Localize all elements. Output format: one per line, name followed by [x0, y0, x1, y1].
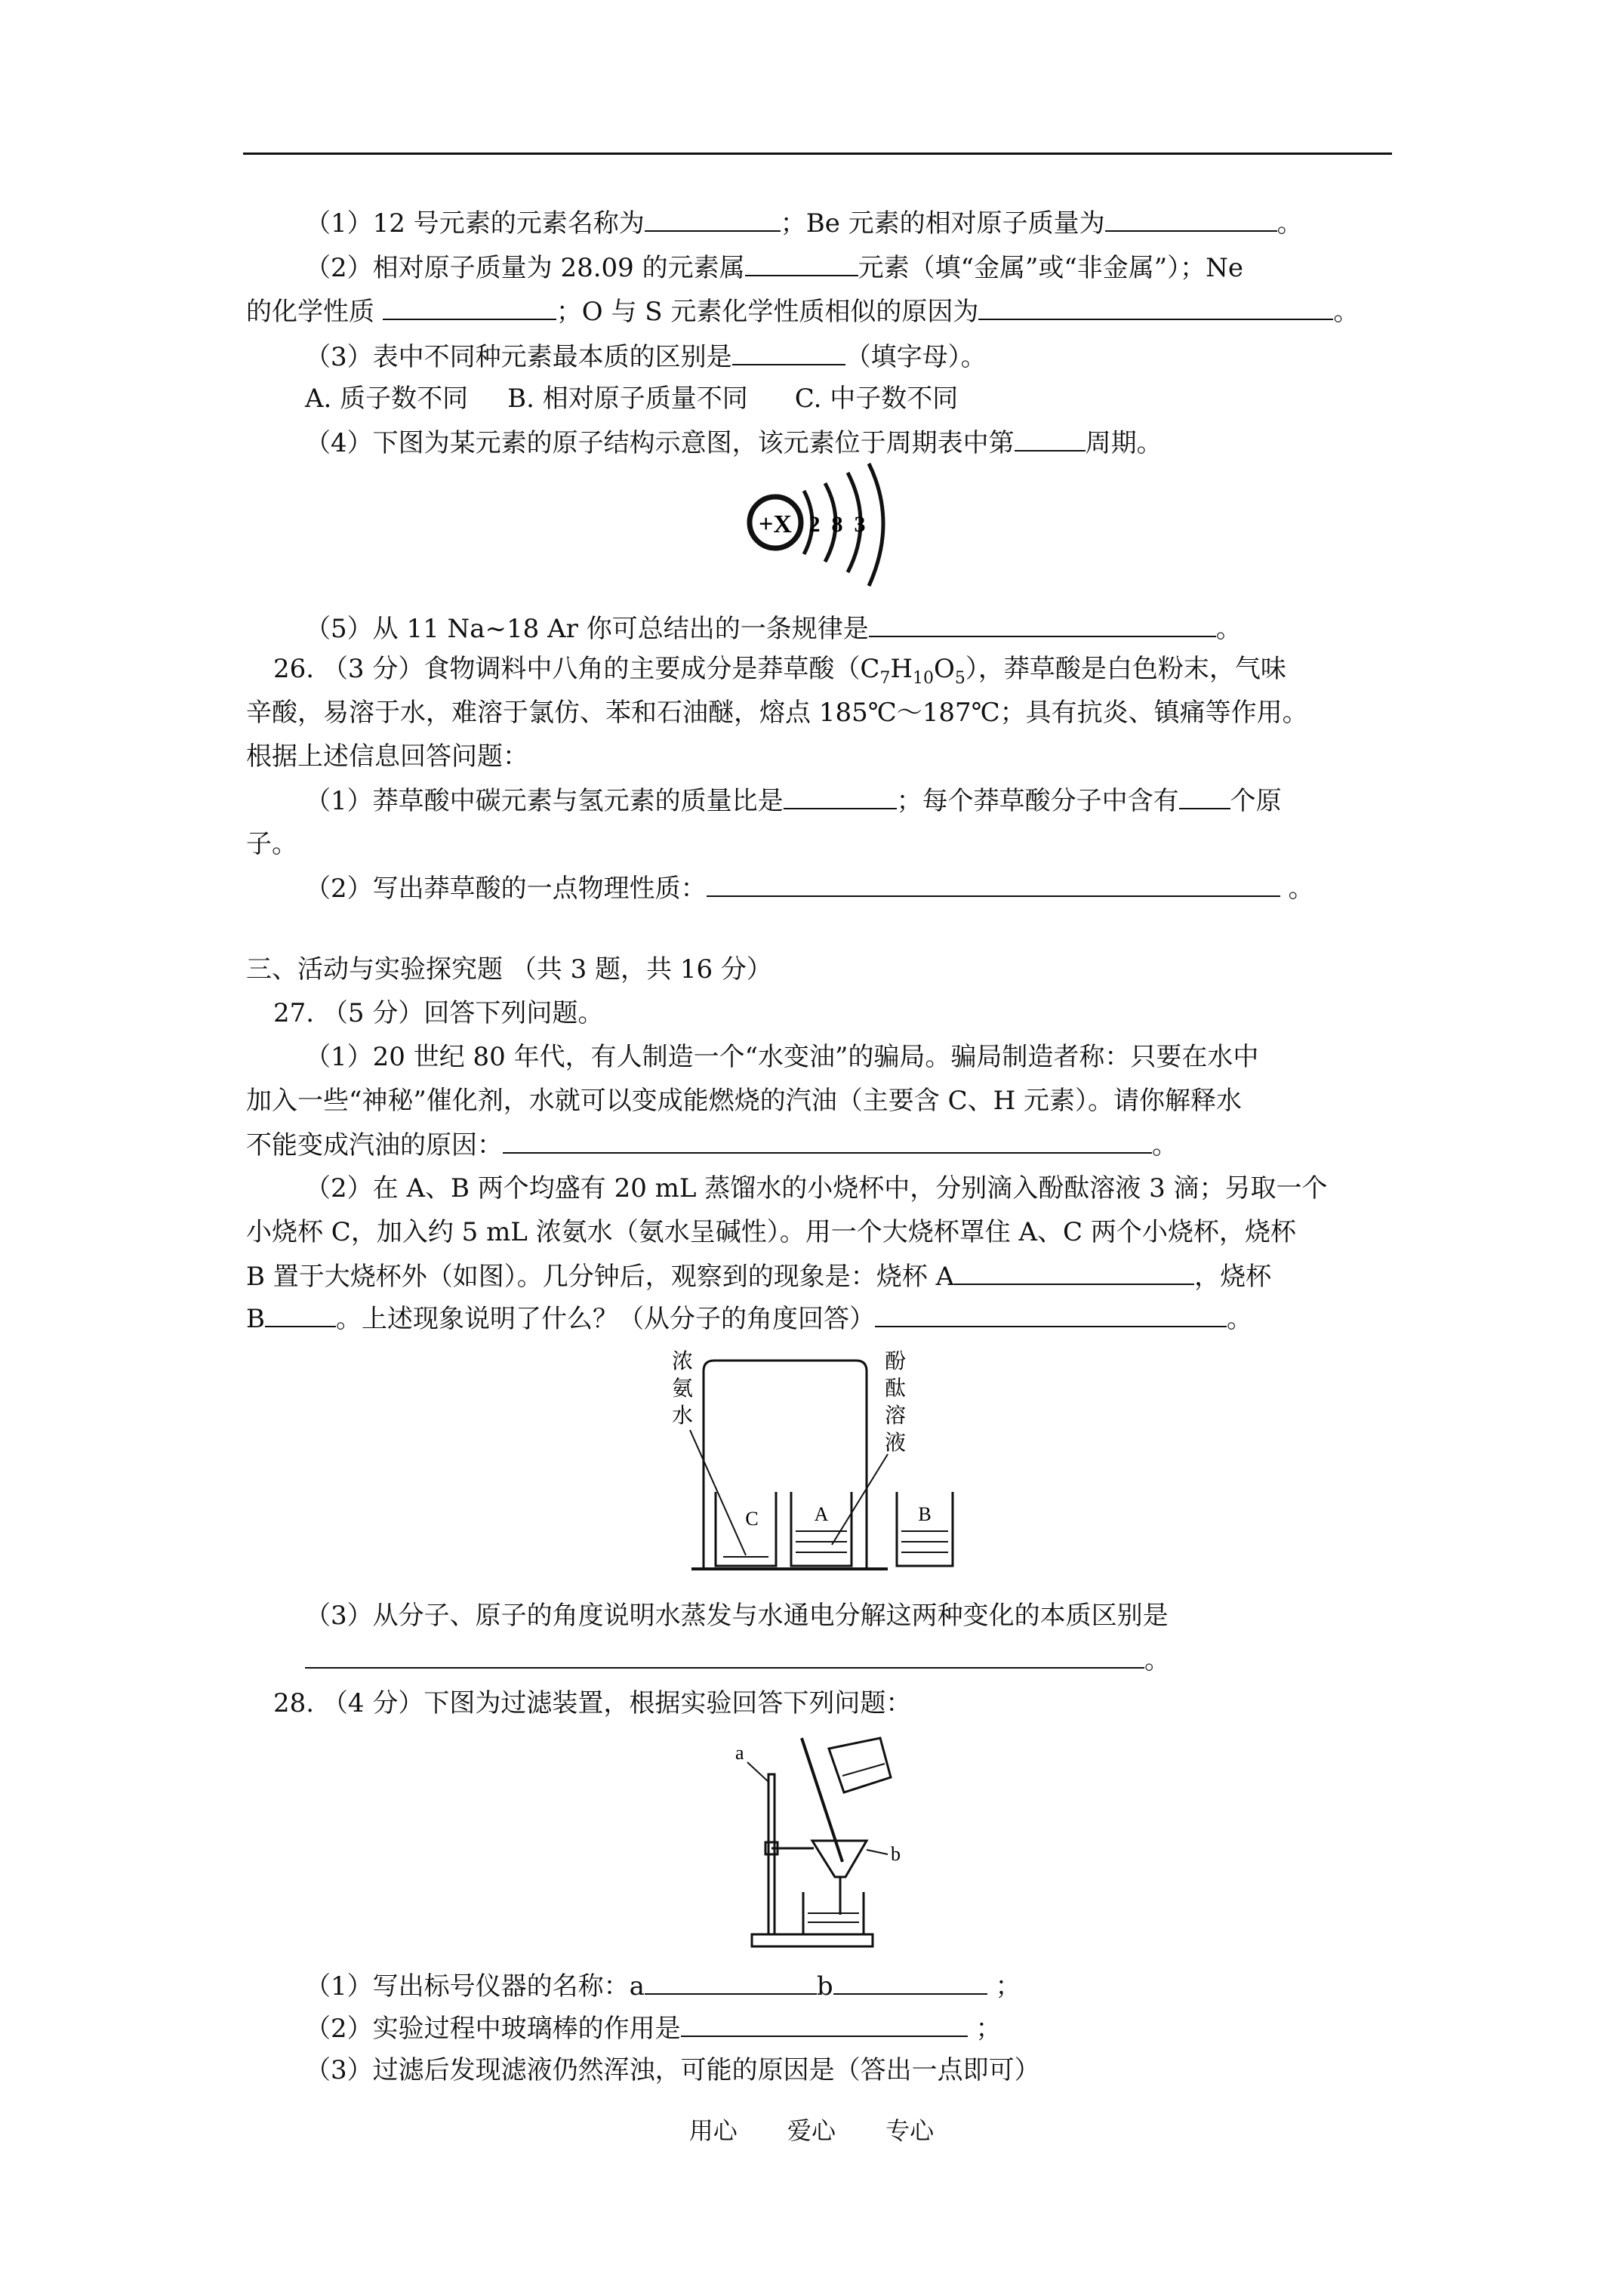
- punct: 。: [1333, 297, 1360, 327]
- answer-blank[interactable]: [875, 1303, 1227, 1327]
- q28-part2: [305, 2013, 1001, 2044]
- pointer-line: [690, 1430, 746, 1555]
- q26-p1-text3: 个原: [1230, 786, 1282, 816]
- q28-part1: [305, 1971, 1021, 2002]
- label-char: 液: [885, 1430, 907, 1455]
- footer-word: 专心: [885, 2116, 935, 2145]
- q26-text: H: [890, 654, 913, 684]
- pointer-line: [867, 1850, 888, 1854]
- q26-text: ），莽草酸是白色粉末，气味: [965, 654, 1286, 684]
- label-char: 酚: [885, 1348, 907, 1373]
- punct: 。: [1280, 874, 1314, 904]
- q25-part1: [305, 208, 1303, 239]
- beaker-a-label: A: [814, 1503, 829, 1525]
- q27-p2-text3: B: [246, 1304, 265, 1334]
- q25-p3-text: （3）表中不同种元素最本质的区别是: [305, 342, 732, 372]
- punct: 。: [1144, 1645, 1170, 1675]
- answer-blank[interactable]: [1015, 427, 1086, 451]
- q25-options: [305, 384, 958, 414]
- label-a: a: [735, 1742, 744, 1764]
- q25-part4: [305, 427, 1163, 458]
- subscript: 10: [913, 668, 934, 688]
- label-b: b: [891, 1843, 901, 1865]
- answer-blank[interactable]: [1105, 208, 1277, 232]
- punct: 。: [1152, 1130, 1178, 1160]
- answer-blank[interactable]: [978, 296, 1333, 320]
- answer-blank[interactable]: [305, 1644, 1144, 1669]
- filtration-apparatus-diagram: [729, 1729, 918, 1955]
- label-char: 溶: [885, 1403, 907, 1428]
- subscript: 7: [879, 668, 891, 688]
- q27-title: 27. （5 分）回答下列问题。: [273, 998, 604, 1028]
- glass-rod: [802, 1738, 842, 1862]
- answer-blank[interactable]: [681, 2013, 968, 2037]
- shell-electrons-1: 2: [808, 512, 821, 537]
- q26-text: 26. （3 分）食物调料中八角的主要成分是莽草酸（C: [273, 654, 880, 684]
- q28-title: 28. （4 分）下图为过滤装置，根据实验回答下列问题：: [273, 1688, 912, 1718]
- answer-blank[interactable]: [1179, 785, 1230, 809]
- q27-p2-text4: 。上述现象说明了什么？（从分子的角度回答）: [336, 1304, 875, 1334]
- q27-p2-line4: [246, 1303, 1252, 1334]
- q28-p1-text: （1）写出标号仪器的名称：a: [305, 1971, 645, 2002]
- q25-p2-text3: 的化学性质: [246, 297, 383, 327]
- q25-p3-text2: （填字母）。: [845, 342, 987, 372]
- footer-word: 爱心: [787, 2116, 836, 2145]
- answer-blank[interactable]: [265, 1303, 336, 1327]
- q25-p1-text: （1）12 号元素的元素名称为: [305, 208, 645, 239]
- footer-word: 用心: [688, 2116, 738, 2145]
- q25-part2-line2: [246, 296, 1359, 327]
- q25-p5-text: （5）从 11 Na~18 Ar 你可总结出的一条规律是: [305, 614, 869, 644]
- q27-p1-line2: 加入一些“神秘”催化剂，水就可以变成能燃烧的汽油（主要含 C、H 元素）。请你解释水: [246, 1086, 1243, 1116]
- pointer-line: [832, 1454, 888, 1545]
- section-heading: 三、活动与实验探究题 （共 3 题，共 16 分）: [246, 954, 772, 985]
- q27-p1-line1: （1）20 世纪 80 年代，有人制造一个“水变油”的骗局。骗局制造者称：只要在水中: [305, 1042, 1259, 1072]
- answer-blank[interactable]: [784, 785, 897, 809]
- q25-part2-line1: [305, 252, 1243, 283]
- q25-p4-text2: 周期。: [1085, 428, 1163, 458]
- option-b: B. 相对原子质量不同: [507, 384, 748, 414]
- q27-p2-line3: [246, 1261, 1271, 1292]
- q26-text: O: [934, 654, 955, 684]
- q26-intro-line1: [273, 654, 1286, 694]
- atom-structure-diagram: [736, 461, 902, 596]
- q25-part3: [305, 341, 987, 372]
- answer-blank[interactable]: [745, 252, 858, 276]
- q27-p2-line2: 小烧杯 C，加入约 5 mL 浓氨水（氨水呈碱性）。用一个大烧杯罩住 A、C 两个小烧杯，烧杯: [246, 1217, 1296, 1247]
- label-char: 浓: [672, 1348, 694, 1373]
- beaker-b-label: B: [918, 1503, 932, 1525]
- q26-p1-cont: 子。: [246, 829, 297, 859]
- shell-arc: [869, 464, 883, 586]
- shell-electrons-2: 8: [831, 512, 843, 537]
- q27-p3-line2: [305, 1644, 1170, 1675]
- answer-blank[interactable]: [645, 1971, 817, 1995]
- answer-blank[interactable]: [954, 1261, 1194, 1285]
- large-beaker: [704, 1361, 867, 1567]
- shell-electrons-3: 3: [854, 512, 866, 537]
- q27-p2-text: B 置于大烧杯外（如图）。几分钟后，观察到的现象是：烧杯 A: [246, 1262, 955, 1292]
- q26-p1-text: （1）莽草酸中碳元素与氢元素的质量比是: [305, 786, 784, 816]
- answer-blank[interactable]: [383, 296, 556, 320]
- q25-part5: [305, 613, 1242, 644]
- option-c: C. 中子数不同: [794, 384, 959, 414]
- option-a: A. 质子数不同: [305, 384, 469, 414]
- q25-p2-text4: ；O 与 S 元素化学性质相似的原因为: [556, 297, 979, 327]
- punct: 。: [1215, 614, 1242, 644]
- q26-p1-text2: ；每个莽草酸分子中含有: [896, 786, 1179, 816]
- q26-p2-text: （2）写出莽草酸的一点物理性质：: [305, 874, 707, 904]
- subscript: 5: [954, 668, 965, 688]
- q28-p1-text2: b: [816, 1971, 833, 2002]
- q26-part2: [305, 873, 1313, 904]
- q25-p4-text: （4）下图为某元素的原子结构示意图，该元素位于周期表中第: [305, 428, 1015, 458]
- q27-p1-line3: [246, 1130, 1178, 1160]
- funnel: [812, 1841, 867, 1877]
- answer-blank[interactable]: [833, 1971, 987, 1995]
- q26-intro-line3: 根据上述信息回答问题：: [246, 741, 528, 772]
- q27-p1-text: 不能变成汽油的原因：: [246, 1130, 503, 1160]
- answer-blank[interactable]: [707, 873, 1280, 897]
- answer-blank[interactable]: [732, 341, 845, 365]
- ammonia-diffusion-diagram: [661, 1341, 963, 1583]
- q25-p1-text2: ；Be 元素的相对原子质量为: [780, 208, 1105, 239]
- q25-p2-text2: 元素（填“金属”或“非金属”）；Ne: [858, 253, 1243, 283]
- punct: ；: [967, 2014, 1002, 2044]
- punct: ；: [987, 1971, 1021, 2002]
- stand-base: [752, 1934, 873, 1946]
- q26-intro-line2: 辛酸，易溶于水，难溶于氯仿、苯和石油醚，熔点 185℃～187℃；具有抗炎、镇痛等作用。: [246, 698, 1308, 728]
- beaker-c-label: C: [745, 1508, 759, 1530]
- label-char: 氨: [672, 1376, 694, 1401]
- answer-blank[interactable]: [869, 613, 1216, 637]
- q28-p2-text: （2）实验过程中玻璃棒的作用是: [305, 2014, 681, 2044]
- label-char: 酞: [885, 1376, 907, 1401]
- page-footer: [0, 2112, 1623, 2147]
- q26-part1: [305, 785, 1282, 816]
- q27-p2-line1: （2）在 A、B 两个均盛有 20 mL 蒸馏水的小烧杯中，分别滴入酚酞溶液 3 滴；另取一个: [305, 1173, 1328, 1203]
- q28-part3: （3）过滤后发现滤液仍然浑浊，可能的原因是（答出一点即可）: [305, 2055, 1040, 2085]
- q25-p2-text: （2）相对原子质量为 28.09 的元素属: [305, 253, 745, 283]
- q27-p3-line1: （3）从分子、原子的角度说明水蒸发与水通电分解这两种变化的本质区别是: [305, 1601, 1169, 1631]
- punct: 。: [1227, 1304, 1252, 1334]
- liquid-line: [842, 1764, 885, 1776]
- pointer-line: [747, 1762, 768, 1782]
- nucleus-label: +X: [759, 510, 792, 538]
- punct: 。: [1277, 208, 1303, 239]
- q27-p2-text2: ，烧杯: [1194, 1262, 1272, 1292]
- answer-blank[interactable]: [503, 1130, 1152, 1154]
- header-rule: [243, 153, 1392, 155]
- label-char: 水: [672, 1403, 694, 1428]
- answer-blank[interactable]: [645, 208, 781, 232]
